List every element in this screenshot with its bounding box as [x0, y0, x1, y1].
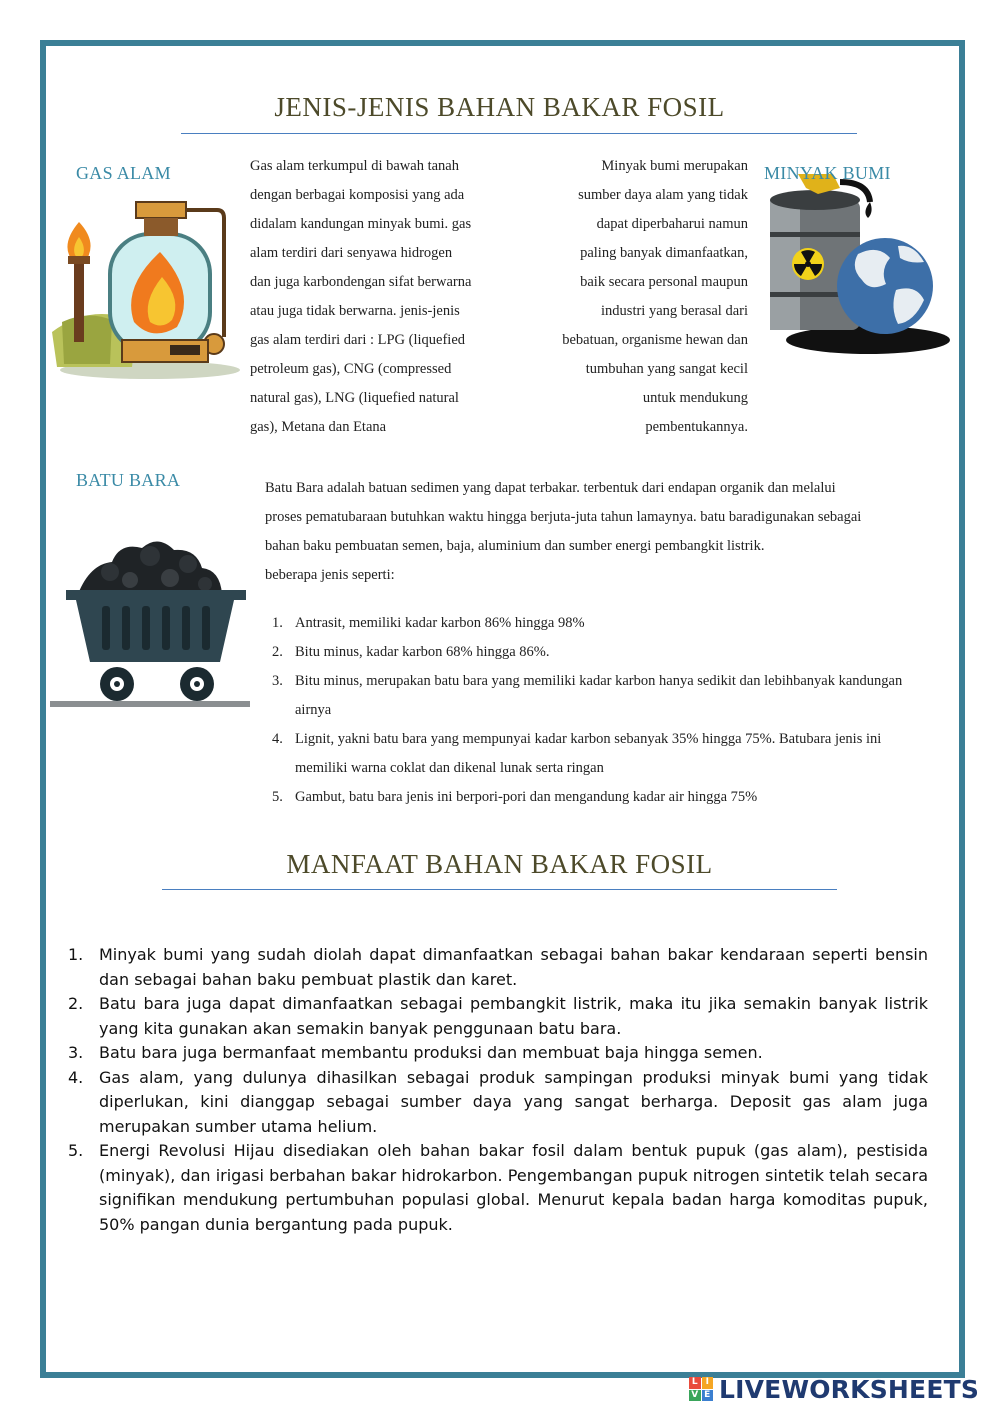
list-number: 2. — [68, 994, 84, 1013]
gas-alam-line: alam terdiri dari senyawa hidrogen — [250, 245, 453, 261]
minyak-bumi-line: tumbuhan yang sangat kecil — [585, 361, 748, 377]
minyak-bumi-line: dapat diperbaharui namun — [596, 216, 748, 232]
gas-alam-line: gas alam terdiri dari : LPG (liquefied — [250, 332, 466, 348]
minyak-bumi-text — [520, 152, 748, 442]
batu-bara-line: beberapa jenis seperti: — [265, 567, 395, 583]
minyak-bumi-line: paling banyak dimanfaatkan, — [580, 245, 748, 261]
batu-bara-text — [265, 474, 930, 590]
liveworksheets-brand: LIVEWORKSHEETS — [719, 1374, 980, 1404]
manfaat-list — [68, 943, 928, 1237]
list-item — [265, 667, 925, 725]
section-title-manfaat: MANFAAT BAHAN BAKAR FOSIL — [286, 849, 713, 879]
liveworksheets-logo-icon — [689, 1377, 713, 1401]
gas-alam-line: didalam kandungan minyak bumi. gas — [250, 216, 472, 232]
list-item — [265, 638, 925, 667]
list-number: 5. — [272, 789, 283, 805]
logo-letter: L — [689, 1377, 701, 1389]
gas-alam-text — [250, 152, 510, 442]
gas-alam-line: natural gas), LNG (liquefied natural — [250, 390, 459, 406]
gas-alam-line: petroleum gas), CNG (compressed — [250, 361, 452, 377]
batu-bara-line: Batu Bara adalah batuan sedimen yang dapat terbakar. terbentuk dari endapan organik dan melalui — [265, 480, 836, 496]
list-text: Bitu minus, merupakan batu bara yang memiliki kadar karbon hanya sedikit dan lebihbanyak kandungan airnya — [295, 673, 903, 718]
list-item — [68, 1066, 928, 1140]
list-item — [68, 1139, 928, 1237]
oil-barrel-globe-illustration — [758, 172, 952, 358]
gas-alam-label: GAS ALAM — [76, 163, 171, 183]
list-item — [68, 1041, 928, 1066]
list-item — [265, 783, 925, 812]
list-number: 4. — [68, 1067, 84, 1087]
batu-bara-line: proses pematubaraan butuhkan waktu hingga berjuta-juta tahun lamaynya. batu baradigunakan sebagai — [265, 509, 862, 525]
list-number: 1. — [68, 945, 84, 964]
gas-alam-line: Gas alam terkumpul di bawah tanah — [250, 158, 459, 174]
minyak-bumi-line: bebatuan, organisme hewan dan — [562, 332, 748, 348]
gas-alam-line: dan juga karbondengan sifat berwarna — [250, 274, 472, 290]
list-number: 3. — [68, 1043, 84, 1062]
list-text: Lignit, yakni batu bara yang mempunyai kadar karbon sebanyak 35% hingga 75%. Batubara jenis ini memiliki warna coklat dan dikenal lunak serta ringan — [295, 731, 882, 776]
list-number: 2. — [272, 644, 283, 660]
batu-bara-line: bahan baku pembuatan semen, baja, aluminium dan sumber energi pembangkit listrik. — [265, 538, 765, 554]
list-text: Gambut, batu bara jenis ini berpori-pori dan mengandung kadar air hingga 75% — [295, 789, 758, 805]
minyak-bumi-line: pembentukannya. — [645, 419, 748, 435]
minyak-bumi-line: baik secara personal maupun — [580, 274, 748, 290]
list-text: Batu bara juga dapat dimanfaatkan sebagai pembangkit listrik, maka itu jika semakin banyak listrik yang kita gunakan akan semakin banyak penggunaan batu bara. — [99, 994, 928, 1038]
minyak-bumi-label: MINYAK BUMI — [764, 163, 891, 183]
list-item — [265, 725, 925, 783]
minyak-bumi-line: industri yang berasal dari — [601, 303, 748, 319]
gas-tank-illustration — [52, 192, 242, 384]
logo-letter: V — [689, 1390, 701, 1402]
list-number: 1. — [272, 615, 283, 631]
list-number: 4. — [272, 731, 283, 747]
title-underline — [181, 133, 857, 134]
gas-alam-line: atau juga tidak berwarna. jenis-jenis — [250, 303, 460, 319]
list-item — [265, 609, 925, 638]
page-title: JENIS-JENIS BAHAN BAKAR FOSIL — [274, 92, 725, 122]
batu-bara-label: BATU BARA — [76, 470, 181, 490]
list-text: Gas alam, yang dulunya dihasilkan sebagai produk sampingan produksi minyak bumi yang tidak diperlukan, kini dianggap sebagai sumber daya yang sangat berharga. Deposit gas alam juga merupakan sumber utama helium. — [99, 1067, 928, 1136]
gas-alam-line: gas), Metana dan Etana — [250, 419, 387, 435]
minyak-bumi-line: sumber daya alam yang tidak — [578, 187, 748, 203]
list-item — [68, 943, 928, 992]
gas-alam-line: dengan berbagai komposisi yang ada — [250, 187, 465, 203]
list-text: Minyak bumi yang sudah diolah dapat dimanfaatkan sebagai bahan bakar kendaraan seperti bensin dan sebagai bahan baku pembuat plastik dan karet. — [99, 945, 928, 989]
minyak-bumi-line: Minyak bumi merupakan — [601, 158, 748, 174]
minyak-bumi-line: untuk mendukung — [642, 390, 748, 406]
liveworksheets-footer[interactable] — [689, 1374, 979, 1404]
list-text: Batu bara juga bermanfaat membantu produksi dan membuat baja hingga semen. — [99, 1043, 763, 1062]
list-text: Energi Revolusi Hijau disediakan oleh bahan bakar fosil dalam bentuk pupuk (gas alam), pestisida (minyak), dan irigasi berbahan bakar hidrokarbon. Pengembangan pupuk nitrogen sintetik telah secara signifikan mendukung pertumbuhan populasi global. Menurut kepala badan harga komoditas pupuk, 50% pangan dunia bergantung pada pupuk. — [99, 1141, 928, 1234]
list-text: Bitu minus, kadar karbon 68% hingga 86%. — [295, 644, 550, 660]
section-underline — [162, 889, 837, 890]
logo-letter: I — [702, 1377, 714, 1389]
list-item — [68, 992, 928, 1041]
list-number: 3. — [272, 673, 283, 689]
coal-cart-illustration — [50, 534, 250, 709]
batu-bara-list — [265, 609, 925, 812]
logo-letter: E — [702, 1390, 714, 1402]
list-number: 5. — [68, 1141, 84, 1160]
list-text: Antrasit, memiliki kadar karbon 86% hingga 98% — [295, 615, 585, 631]
